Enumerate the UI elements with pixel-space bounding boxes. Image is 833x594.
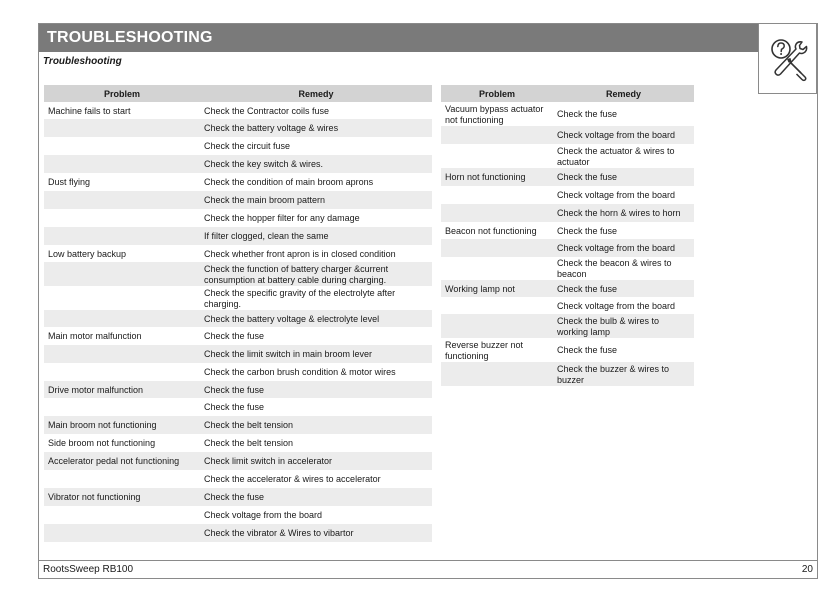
problem-cell (44, 155, 200, 173)
remedy-cell: Check the Contractor coils fuse (204, 105, 330, 116)
problem-cell: Side broom not functioning (48, 438, 156, 448)
table-row (441, 280, 694, 297)
table-row (44, 173, 432, 191)
table-row (44, 434, 432, 452)
table-header-row (44, 85, 432, 102)
remedy-cell: Check the horn & wires to horn (553, 204, 694, 222)
table-row (44, 452, 432, 470)
remedy-cell: Check the main broom pattern (200, 191, 432, 209)
problem-cell (44, 363, 200, 381)
problem-cell (44, 209, 200, 227)
problem-cell (441, 362, 553, 386)
table-row (441, 338, 694, 362)
problem-cell (44, 524, 200, 542)
table-row (44, 416, 432, 434)
remedy-cell: Check the fuse (557, 225, 618, 236)
remedy-cell: Check voltage from the board (204, 510, 323, 520)
problem-column-header: Problem (44, 85, 200, 102)
table-row (441, 314, 694, 338)
problem-cell (44, 310, 200, 327)
problem-cell (44, 506, 200, 524)
remedy-cell: Check the vibrator & Wires to vibartor (200, 524, 432, 542)
remedy-cell: Check the fuse (553, 280, 694, 297)
remedy-cell: Check voltage from the board (557, 190, 676, 200)
problem-cell: Beacon not functioning (445, 225, 537, 236)
table-row (44, 191, 432, 209)
remedy-cell: Check limit switch in accelerator (200, 452, 432, 470)
table-row (44, 155, 432, 173)
problem-cell (441, 204, 553, 222)
remedy-cell: Check the buzzer & wires to buzzer (553, 362, 694, 386)
problem-cell (441, 297, 553, 314)
table-row (44, 245, 432, 262)
problem-cell (44, 227, 200, 245)
problem-cell (441, 144, 553, 168)
problem-cell (44, 398, 200, 416)
remedy-cell: Check the key switch & wires. (200, 155, 432, 173)
problem-cell: Vacuum bypass actuator not functioning (445, 103, 544, 125)
problem-column-header: Problem (441, 85, 553, 102)
footer-page-number: 20 (801, 564, 813, 575)
table-row (44, 262, 432, 286)
remedy-cell: Check the belt tension (200, 416, 432, 434)
remedy-cell: Check the function of battery charger &current consumption at battery cable during charging. (200, 262, 432, 286)
table-header-row (441, 85, 694, 102)
table-row (441, 297, 694, 314)
remedy-cell: Check the fuse (200, 381, 432, 398)
table-row (44, 286, 432, 310)
problem-cell (441, 126, 553, 144)
troubleshooting-tools-icon (766, 36, 810, 82)
table-row (44, 524, 432, 542)
remedy-cell: Check the fuse (557, 345, 618, 355)
problem-cell (44, 137, 200, 155)
troubleshooting-table-right (441, 85, 694, 386)
remedy-cell: Check the fuse (557, 109, 618, 119)
remedy-cell: Check the bulb & wires to working lamp (553, 314, 694, 338)
remedy-cell: Check voltage from the board (553, 239, 694, 257)
remedy-cell: Check the fuse (200, 488, 432, 506)
table-row (44, 327, 432, 345)
problem-cell (441, 257, 553, 280)
remedy-cell: Check the fuse (553, 168, 694, 186)
table-row (441, 239, 694, 257)
problem-cell: Machine fails to start (48, 105, 131, 116)
remedy-cell: If filter clogged, clean the same (200, 227, 432, 245)
footer-product-name: RootsSweep RB100 (43, 564, 134, 575)
remedy-cell: Check the accelerator & wires to accelerator (204, 474, 381, 484)
table-row (441, 126, 694, 144)
table-row (44, 137, 432, 155)
page-title: TROUBLESHOOTING (39, 24, 758, 52)
problem-cell: Low battery backup (48, 248, 127, 259)
table-row (44, 363, 432, 381)
remedy-cell: Check the fuse (204, 331, 265, 341)
remedy-column-header: Remedy (200, 85, 432, 102)
problem-cell: Dust flying (48, 177, 91, 187)
problem-cell (441, 314, 553, 338)
table-row (44, 506, 432, 524)
remedy-cell: Check the battery voltage & electrolyte level (200, 310, 432, 327)
problem-cell: Main motor malfunction (48, 331, 142, 341)
problem-cell: Vibrator not functioning (44, 488, 200, 506)
table-row (441, 222, 694, 239)
table-row (441, 186, 694, 204)
remedy-cell: Check the belt tension (204, 438, 294, 448)
problem-cell (44, 262, 200, 286)
problem-cell: Drive motor malfunction (44, 381, 200, 398)
table-row (44, 227, 432, 245)
table-row (44, 398, 432, 416)
section-subtitle: Troubleshooting (43, 56, 122, 67)
table-row (441, 362, 694, 386)
remedy-cell: Check the actuator & wires to actuator (557, 145, 675, 167)
table-row (44, 119, 432, 137)
icon-box (758, 24, 817, 94)
remedy-cell: Check voltage from the board (553, 126, 694, 144)
problem-cell (441, 239, 553, 257)
problem-cell: Reverse buzzer not functioning (445, 339, 524, 361)
table-row (44, 310, 432, 327)
footer-divider (39, 560, 817, 561)
remedy-cell: Check the hopper filter for any damage (204, 213, 360, 223)
problem-cell: Working lamp not (441, 280, 553, 297)
remedy-cell: Check voltage from the board (557, 300, 676, 311)
table-row (441, 204, 694, 222)
problem-cell (44, 191, 200, 209)
problem-cell (441, 186, 553, 204)
problem-cell (44, 345, 200, 363)
table-row (44, 209, 432, 227)
remedy-cell: Check the battery voltage & wires (200, 119, 432, 137)
table-row (44, 381, 432, 398)
problem-cell (44, 470, 200, 488)
remedy-cell: Check the beacon & wires to beacon (557, 258, 672, 279)
table-row (441, 102, 694, 126)
remedy-cell: Check the condition of main broom aprons (204, 177, 374, 187)
problem-cell: Accelerator pedal not functioning (44, 452, 200, 470)
problem-cell (44, 286, 200, 310)
remedy-cell: Check whether front apron is in closed condition (204, 248, 396, 259)
remedy-cell: Check the circuit fuse (204, 141, 291, 151)
table-row (441, 257, 694, 280)
remedy-cell: Check the limit switch in main broom lever (200, 345, 432, 363)
problem-cell (44, 119, 200, 137)
remedy-cell: Check the specific gravity of the electrolyte after charging. (204, 287, 396, 309)
problem-cell: Main broom not functioning (44, 416, 200, 434)
table-row (441, 144, 694, 168)
troubleshooting-table-left (44, 85, 432, 542)
table-row (441, 168, 694, 186)
remedy-column-header: Remedy (553, 85, 694, 102)
problem-cell: Horn not functioning (441, 168, 553, 186)
remedy-cell: Check the carbon brush condition & motor wires (204, 367, 396, 377)
table-row (44, 470, 432, 488)
table-row (44, 488, 432, 506)
remedy-cell: Check the fuse (204, 402, 265, 412)
table-row (44, 345, 432, 363)
table-row (44, 102, 432, 119)
